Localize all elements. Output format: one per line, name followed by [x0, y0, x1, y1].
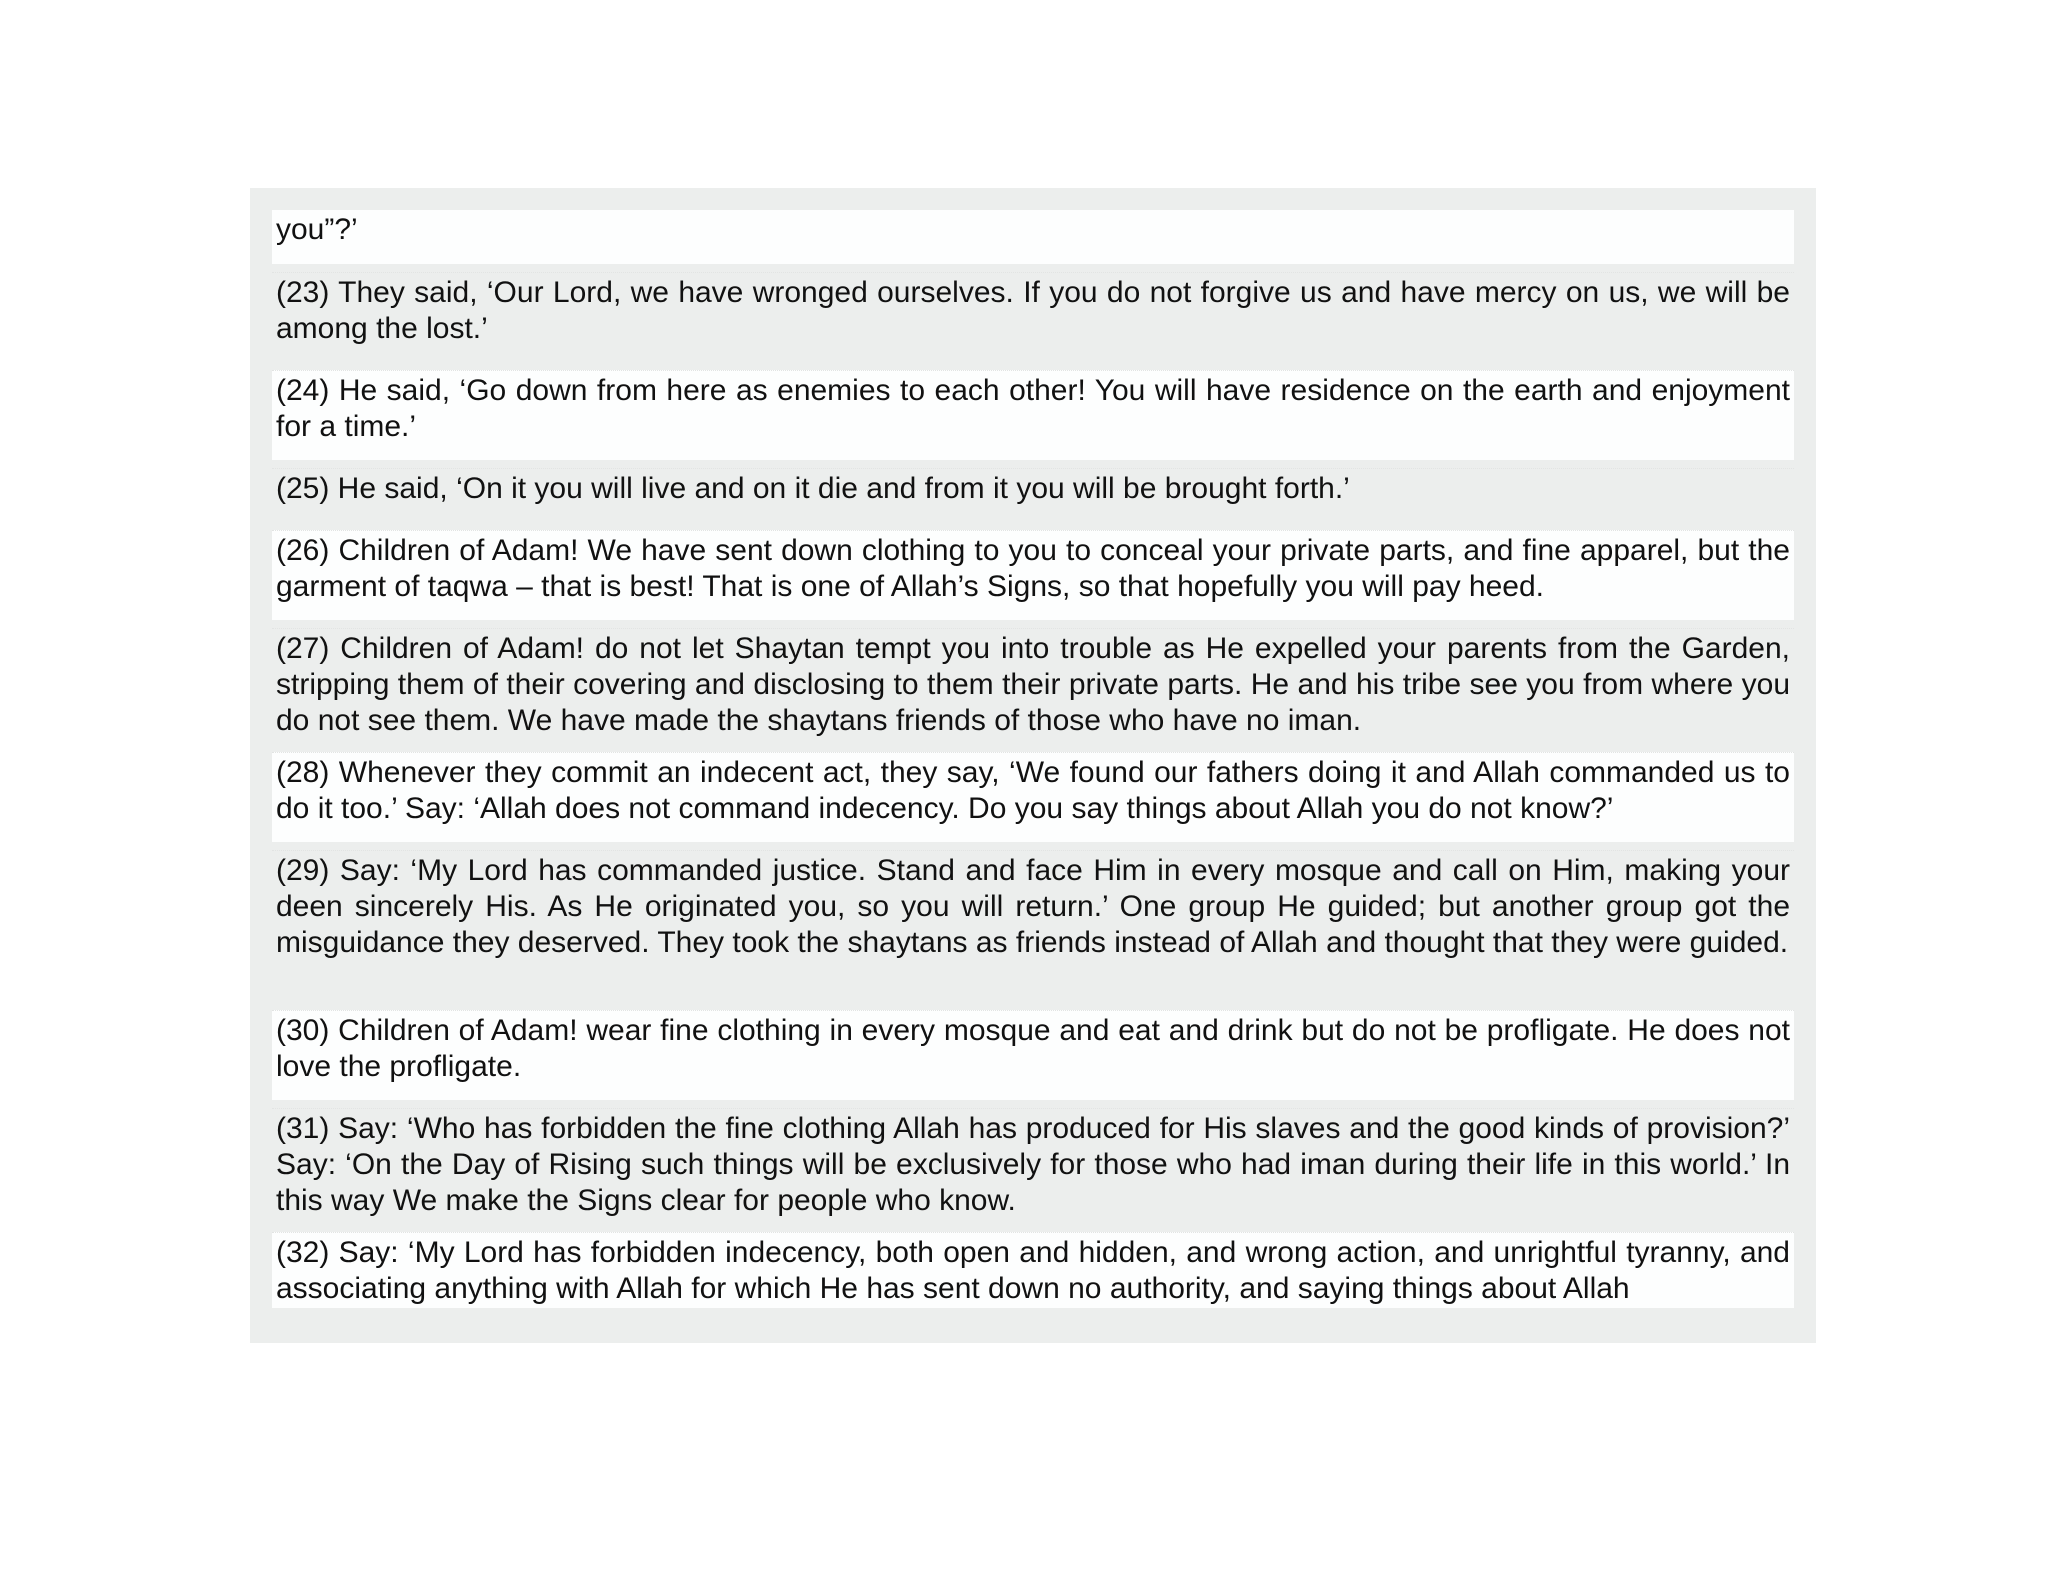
- verse-paragraph: (28) Whenever they commit an indecent act, they say, ‘We found our fathers doing it and Allah commanded us to do it too.’ Say: ‘Allah does not command indecency. Do you say things about Allah you do not know?’: [272, 752, 1794, 842]
- verse-paragraph: (23) They said, ‘Our Lord, we have wronged ourselves. If you do not forgive us and have mercy on us, we will be among the lost.’: [272, 272, 1794, 362]
- verse-paragraph: (26) Children of Adam! We have sent down clothing to you to conceal your private parts, and fine apparel, but the garment of taqwa – that is best! That is one of Allah’s Signs, so that hopefully you will pay heed.: [272, 530, 1794, 620]
- verse-paragraph: (24) He said, ‘Go down from here as enemies to each other! You will have residence on the earth and enjoyment for a time.’: [272, 370, 1794, 460]
- verse-paragraph: you”?’: [272, 210, 1794, 264]
- verse-paragraph: (32) Say: ‘My Lord has forbidden indecency, both open and hidden, and wrong action, and unrightful tyranny, and associating anything with Allah for which He has sent down no authority, and saying things about Allah: [272, 1232, 1794, 1308]
- verse-paragraph: (29) Say: ‘My Lord has commanded justice. Stand and face Him in every mosque and call on Him, making your deen sincerely His. As He originated you, so you will return.’ One group He guided; but another group got the misguidance they deserved. They took the shaytans as friends instead of Allah and thought that they were guided.: [272, 850, 1794, 1002]
- verse-paragraph: (30) Children of Adam! wear fine clothing in every mosque and eat and drink but do not be profligate. He does not love the profligate.: [272, 1010, 1794, 1100]
- verse-paragraph: (31) Say: ‘Who has forbidden the fine clothing Allah has produced for His slaves and the good kinds of provision?’ Say: ‘On the Day of Rising such things will be exclusively for those who had iman during their life in this world.’ In this way We make the Signs clear for people who know.: [272, 1108, 1794, 1224]
- verse-paragraph: (27) Children of Adam! do not let Shaytan tempt you into trouble as He expelled your parents from the Garden, stripping them of their covering and disclosing to them their private parts. He and his tribe see you from where you do not see them. We have made the shaytans friends of those who have no iman.: [272, 628, 1794, 744]
- verse-list: [272, 210, 1794, 1321]
- verse-paragraph: (25) He said, ‘On it you will live and on it die and from it you will be brought forth.’: [272, 468, 1794, 522]
- document-page-panel: [250, 188, 1816, 1343]
